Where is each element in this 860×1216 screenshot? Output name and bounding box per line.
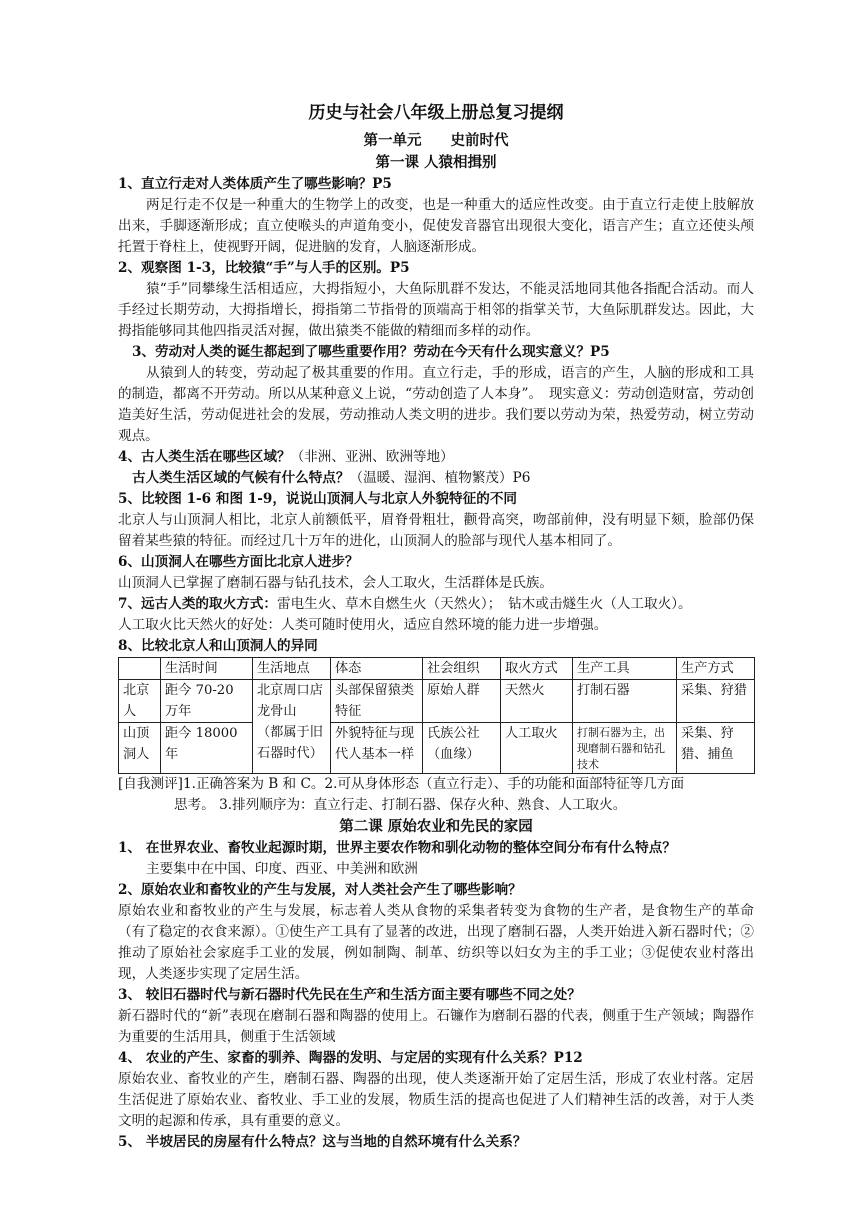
table-cell: 北京人 [119,680,161,723]
question-2-4: 4、 农业的产生、家畜的驯养、陶器的发明、与定居的实现有什么关系？P12 [118,1050,583,1066]
question-1-6: 6、山顶洞人在哪些方面比北京人进步？ [118,554,359,570]
table-header-cell: 生活时间 [161,658,253,680]
table-cell-place [253,680,331,774]
table-cell: 打制石器为主，出现磨制石器和钻孔技术 [573,723,677,774]
question-1-5: 5、比较图 1-6 和图 1-9，说说山顶洞人与北京人外貌特征的不同 [118,491,518,507]
table-header-row [119,658,755,680]
lesson1-heading: 第一课 人猿相揖别 [375,154,497,171]
question-1-3: 3、劳动对人类的诞生都起到了哪些重要作用？劳动在今天有什么现实意义？P5 [132,344,610,360]
answer-1-1: 两足行走不仅是一种重大的生物学上的改变，也是一种重大的适应性改变。由于直立行走使上肢解放出来，手脚逐渐形成；直立使喉头的声道角变小，促使发音器官出现很大变化，语言产生；直立还使头颅托置于脊柱上，使视野开阔，促进脑的发育，人脑逐渐形成。 [118,197,754,255]
table-row [119,723,755,774]
question-1-4-text: 4、古人类生活在哪些区域？ [118,449,291,465]
lesson2-heading: 第二课 原始农业和先民的家园 [339,818,533,835]
self-test-line2: 思考。 3.排列顺序为：直立行走、打制石器、保存火种、熟食、人工取火。 [174,797,627,813]
answer-1-7a: 雷电生火、草木自燃生火（天然火）； 钻木或击燧生火（人工取火）。 [277,596,692,612]
question-2-3: 3、 较旧石器时代与新石器时代先民在生产和生活方面主要有哪些不同之处？ [118,987,581,1003]
table-cell: 采集、狩猎、捕鱼 [677,723,755,774]
answer-1-7b: 人工取火比天然火的好处：人类可随时使用火，适应自然环境的能力进一步增强。 [118,617,608,633]
table-cell: 氏族公社（血缘） [423,723,501,774]
question-1-8: 8、比较北京人和山顶洞人的异同 [118,638,318,654]
answer-2-1: 主要集中在中国、印度、西亚、中美洲和欧洲 [146,861,418,877]
table-cell: 原始人群 [423,680,501,723]
question-1-7-text: 7、远古人类的取火方式： [118,596,277,612]
answer-1-4b: （温暖、湿润、植物繁茂）P6 [349,470,531,486]
table-cell: 山顶洞人 [119,723,161,774]
document-page [118,100,754,1153]
table-cell: 天然火 [501,680,573,723]
answer-1-3: 从猿到人的转变，劳动起了极其重要的作用。直立行走，手的形成，语言的产生，人脑的形成和工具的制造，都离不开劳动。所以从某种意义上说，“劳动创造了人本身”。 现实意义：劳动创造财富，劳动创造美好生活，劳动促进社会的发展，劳动推动人类文明的进步。我们要以劳动为荣，热爱劳动，树立劳动观点。 [118,365,754,444]
answer-1-6: 山顶洞人已掌握了磨制石器与钻孔技术，会人工取火，生活群体是氏族。 [118,575,553,591]
table-cell: 外貌特征与现代人基本一样 [331,723,423,774]
question-1-1: 1、直立行走对人类体质产生了哪些影响？P5 [118,176,392,192]
table-cell: 头部保留猿类特征 [331,680,423,723]
shared-place-note: （都属于旧石器时代） [257,725,323,761]
table-cell: 采集、狩猎 [677,680,755,723]
question-1-7 [118,594,754,615]
place-text: 北京周口店龙骨山 [257,683,323,719]
answer-2-4: 原始农业、畜牧业的产生，磨制石器、陶器的出现，使人类逐渐开始了定居生活，形成了农业村落。定居生活促进了原始农业、畜牧业、手工业的发展，物质生活的提高也促进了人们精神生活的改善，对于人类文明的起源和传承，具有重要的意义。 [118,1071,754,1129]
table-cell: 打制石器 [573,680,677,723]
table-header-cell: 生产方式 [677,658,755,680]
question-2-1: 1、 在世界农业、畜牧业起源时期，世界主要农作物和驯化动物的整体空间分布有什么特点？ [118,840,676,856]
answer-1-2: 猿“手”同攀缘生活相适应，大拇指短小，大鱼际肌群不发达，不能灵活地同其他各指配合活动。而人手经过长期劳动，大拇指增长，拇指第二节指骨的顶端高于相邻的指掌关节，大鱼际肌群发达。因此，大拇指能够同其他四指灵活对握，做出猿类不能做的精细而多样的动作。 [118,281,754,339]
answer-1-5: 北京人与山顶洞人相比，北京人前额低平，眉脊骨粗壮，颧骨高突，吻部前伸，没有明显下颏，脸部仍保留着某些猿的特征。而经过几十万年的进化，山顶洞人的脸部与现代人基本相同了。 [118,512,754,549]
table-header-cell: 社会组织 [423,658,501,680]
table-row [119,680,755,723]
table-header-cell [119,658,161,680]
question-2-5: 5、 半坡居民的房屋有什么特点？这与当地的自然环境有什么关系？ [118,1134,527,1150]
table-header-cell: 生活地点 [253,658,331,680]
question-1-4b-text: 古人类生活区域的气候有什么特点？ [132,470,350,486]
table-cell: 距今 18000 年 [161,723,253,774]
unit-heading: 第一单元 史前时代 [363,132,509,149]
comparison-table [118,657,755,774]
table-header-cell: 取火方式 [501,658,573,680]
question-2-2: 2、原始农业和畜牧业的产生与发展，对人类社会产生了哪些影响？ [118,882,522,898]
question-1-4b [118,468,754,489]
answer-1-4: （非洲、亚洲、欧洲等地） [290,449,454,465]
question-1-4 [118,447,754,468]
answer-2-3: 新石器时代的“新”表现在磨制石器和陶器的使用上。石镰作为磨制石器的代表，侧重于生产领域；陶器作为重要的生活用具，侧重于生活领域 [118,1008,754,1045]
answer-2-2: 原始农业和畜牧业的产生与发展，标志着人类从食物的采集者转变为食物的生产者，是食物生产的革命（有了稳定的衣食来源）。①使生产工具有了显著的改进，出现了磨制石器，人类开始进入新石器时代；②推动了原始社会家庭手工业的发展，例如制陶、制革、纺织等以妇女为主的手工业；③促使农业村落出现，人类逐步实现了定居生活。 [118,903,754,982]
table-header-cell: 体态 [331,658,423,680]
document-title: 历史与社会八年级上册总复习提纲 [308,103,564,123]
table-cell: 人工取火 [501,723,573,774]
table-header-cell: 生产工具 [573,658,677,680]
question-1-2: 2、观察图 1-3，比较猿“手”与人手的区别。P5 [118,260,410,276]
self-test-line1: [自我测评]1.正确答案为 B 和 C。2.可从身体形态（直立行走）、手的功能和面部特征等几方面 [118,776,685,792]
table-cell: 距今 70-20 万年 [161,680,253,723]
self-test [118,774,754,816]
